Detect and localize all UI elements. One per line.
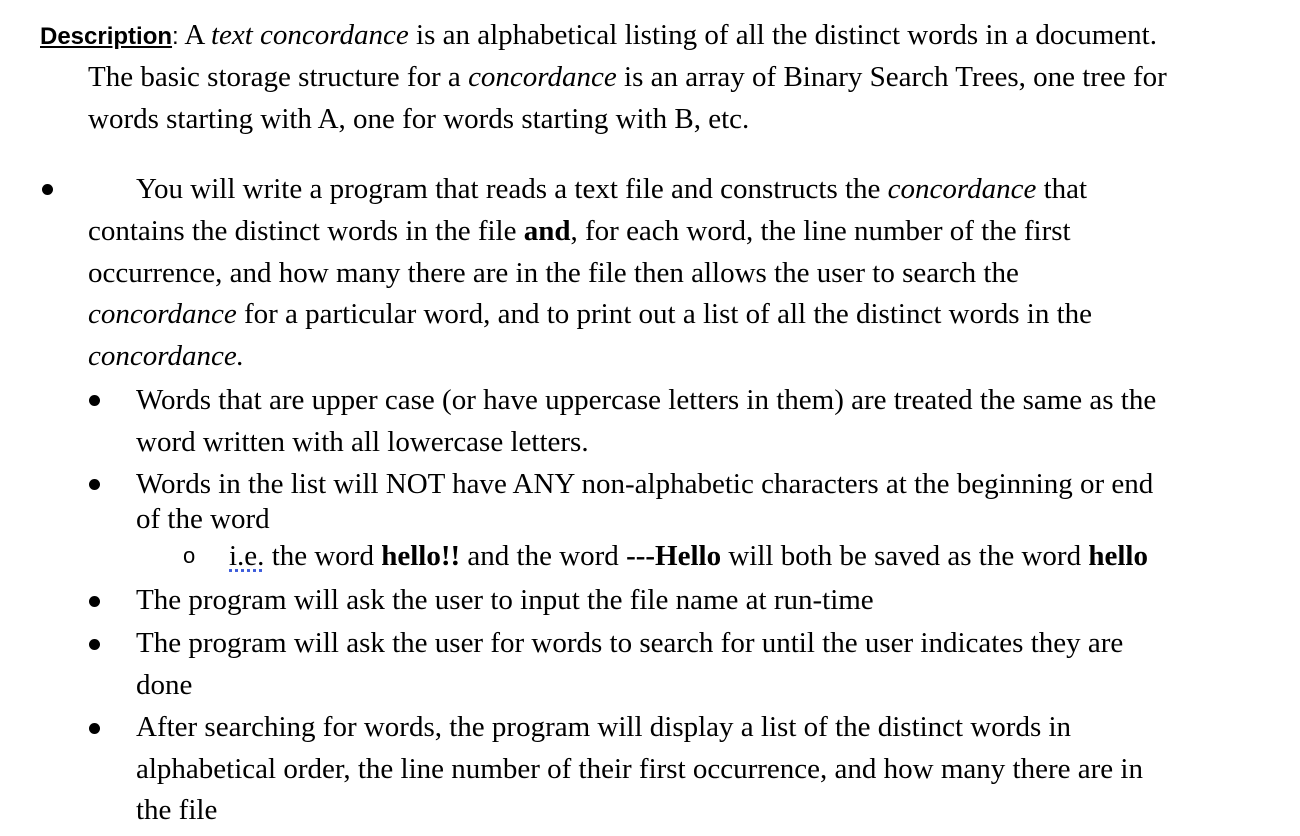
text-run: is an array of Binary Search Trees, one tree for [616,61,1167,93]
text-run: , for each word, the line number of the first [570,215,1071,247]
sub-bullet-3: The program will ask the user to input the file name at run-time [136,584,874,616]
sub-bullet-1-line-1: Words that are upper case (or have uppercase letters in them) are treated the same as the [136,384,1157,416]
description-line-3: words starting with A, one for words starting with B, etc. [88,103,750,135]
text-run: A [178,19,211,51]
spellcheck-underlined-text: i.e. [229,540,265,572]
italic-term: concordance [887,173,1037,205]
description-label: Description [40,23,173,50]
italic-term: concordance [88,298,237,330]
sub-bullet-1-line-2: word written with all lowercase letters. [136,426,589,458]
italic-term: text concordance [210,19,409,51]
sub-bullet-4-line-1: The program will ask the user for words to search for until the user indicates they are [136,627,1124,659]
italic-term: concordance. [88,340,244,372]
text-run: contains the distinct words in the file [88,215,524,247]
main-bullet-line-2 [88,210,1071,252]
bold-term: hello [1088,540,1148,572]
text-run: The basic storage structure for a [88,61,469,93]
sub-bullet-5-line-2: alphabetical order, the line number of their first occurrence, and how many there are in [136,753,1143,785]
sub-bullet-5-line-1: After searching for words, the program will display a list of the distinct words in [136,711,1072,743]
bold-term: hello!! [381,540,461,572]
sub-bullet-2-line-1: Words in the list will NOT have ANY non-alphabetic characters at the beginning or end [136,468,1154,500]
sub-bullet-4-line-2: done [136,669,193,701]
description-line-2 [88,56,1167,98]
text-run: will both be saved as the word [721,540,1089,572]
text-run: for a particular word, and to print out a list of all the distinct words in the [236,298,1093,330]
main-bullet-line-4 [88,293,1092,335]
bold-term: ---Hello [626,540,722,572]
circle-bullet-icon: o [183,543,196,568]
main-bullet-line-3: occurrence, and how many there are in the file then allows the user to search the [88,257,1019,289]
nested-bullet-line [229,535,1148,577]
text-run: that [1036,173,1088,205]
text-run: is an alphabetical listing of all the distinct words in a document. [408,19,1157,51]
bullet-icon [89,723,100,734]
bullet-icon [89,639,100,650]
bold-term: and [523,215,571,247]
text-run: and the word [460,540,627,572]
description-colon: : [172,23,179,50]
bullet-icon [89,395,100,406]
main-bullet-line-5 [88,335,244,377]
text-run: the word [264,540,382,572]
sub-bullet-5-line-3: the file [136,794,218,826]
description-line-1 [40,14,1157,58]
italic-term: concordance [468,61,617,93]
bullet-icon [89,596,100,607]
bullet-icon [42,184,53,195]
text-run: You will write a program that reads a text file and constructs the [136,173,888,205]
main-bullet-line-1 [136,168,1087,210]
sub-bullet-2-line-2: of the word [136,503,270,535]
bullet-icon [89,479,100,490]
